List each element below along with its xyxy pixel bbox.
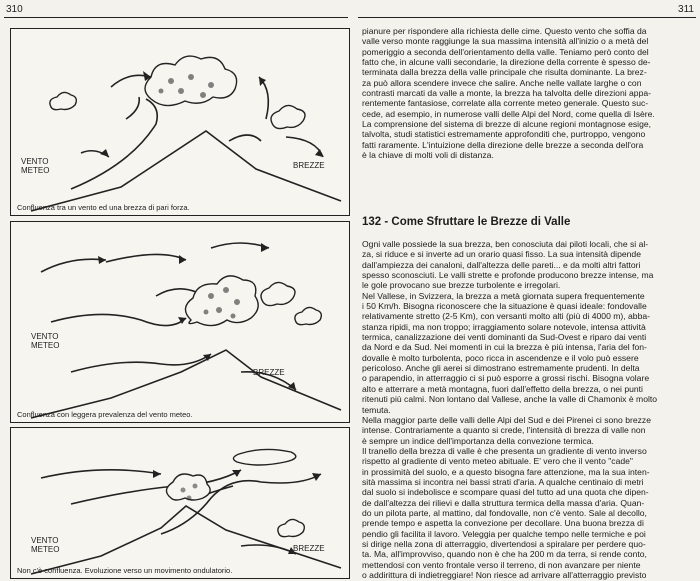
text-line: fatto che, in alcune valli secondarie, la direzione della corrente è spesso de-: [362, 57, 651, 68]
text-line: pendio gli facilita il lavoro. Veleggia per qualche tempo nelle termiche e poi: [362, 528, 646, 539]
figure-1: [10, 28, 350, 216]
text-line: rentemente fantasiose, correlate alla corrente meteo generale. Questo suc-: [362, 98, 649, 109]
brezze-label: BREZZE: [293, 161, 325, 170]
text-line: spesso sconosciuti. Le valli strette e profonde producono brezze intense, ma: [362, 270, 654, 281]
cloud-1: [185, 276, 258, 326]
figure-2-drawing: [11, 222, 349, 422]
wind-curve: [71, 99, 157, 189]
text-line: La comprensione del sistema di brezze di alcune regioni montagnose esige,: [362, 119, 652, 130]
top-rule-left: [4, 17, 348, 18]
cloud-3: [295, 307, 321, 324]
text-line: Nel Vallese, in Svizzera, la brezza a metà giornata supera frequentemente: [362, 290, 645, 301]
text-line: valle verso monte raggiunge la sua massima intensità all'inizio o a metà del: [362, 36, 649, 47]
text-line: za può allora scendere invece che salire. Anche nelle vallate larghe o con: [362, 77, 642, 88]
text-line: alto e atterrare a metà montagna, fuori dall'effetto della brezza, o nei punti: [362, 383, 643, 394]
vento-meteo-label: VENTO METEO: [31, 332, 60, 350]
figure-2-caption: Confluenza con leggera prevalenza del vento meteo.: [17, 410, 193, 419]
text-line: ta. Ma, all'improvviso, quando non è che ha 200 m da terra, si rende conto,: [362, 549, 647, 560]
text-line: ritenuti più calmi. Non lontano dal Vallese, anche la valle di Chamonix è molto: [362, 394, 658, 405]
text-line: cede, ad esempio, in numerose valli delle Alpi del Nord, come quella di Isère.: [362, 108, 655, 119]
text-line: rispetto al gradiente di vento meteo abituale. E' vero che il vento "cade": [362, 456, 633, 467]
figure-1-drawing: [11, 29, 349, 215]
text-line: Ogni valle possiede la sua brezza, ben conosciuta dai piloti locali, che si al-: [362, 239, 649, 249]
text-line: le gole provocano sue brezze turbolente e irregolari.: [362, 280, 561, 291]
text-line: in prossimità del suolo, e a questo bisogna fare attenzione, ma la sua inten-: [362, 466, 650, 477]
text-line: de dall'altezza dei rilievi e dalla struttura termica della massa d'aria. Quan-: [362, 497, 645, 508]
cloud-3: [50, 92, 76, 109]
vento-meteo-label: VENTO METEO: [31, 536, 60, 554]
cloud-2: [271, 105, 305, 128]
page-number-left: 310: [6, 4, 23, 15]
text-line: dovalle è molto turbolenta, poco ricca in ascendenze e il volo può essere: [362, 352, 639, 363]
cloud-2: [278, 519, 304, 536]
figure-1-caption: Confluenza tra un vento ed una brezza di pari forza.: [17, 203, 190, 212]
cloud-2: [261, 282, 295, 305]
section-title: 132 - Come Sfruttare le Brezze di Valle: [362, 216, 571, 228]
brezze-label: BREZZE: [253, 368, 285, 377]
text-line: temuta.: [362, 404, 391, 415]
lenticular-cloud: [233, 449, 295, 465]
vento-meteo-label: VENTO METEO: [21, 157, 50, 175]
text-line: dal suolo si indebolisce e scompare quasi del tutto ad una quota che dipen-: [362, 487, 649, 498]
brezze-label: BREZZE: [293, 544, 325, 553]
text-line: mettendosi con vento frontale verso il terreno, di non avanzare per niente: [362, 559, 641, 570]
text-line: fatti raramente. L'intuizione della direzione delle brezze a seconda dell'ora: [362, 139, 644, 150]
intro-paragraph: [362, 26, 692, 160]
text-line: i 50 Km/h. Bisogna riconoscere che la situazione è quasi ideale: fondovalle: [362, 301, 647, 312]
figure-2: [10, 221, 350, 423]
mountain: [31, 131, 341, 211]
text-line: intense. Contrariamente a quanto si crede, l'intensità di brezza di valle non: [362, 425, 646, 436]
mountain: [31, 506, 341, 574]
text-line: pianure per rispondere alla richiesta delle cime. Questo vento che soffia da: [362, 26, 647, 36]
text-line: o addirittura di indietreggiare! Non riesce ad arrivare all'atterraggio previsto: [362, 570, 647, 580]
text-line: è la chiave di molti voli di distanza.: [362, 150, 494, 161]
text-line: termica, canalizzazione dei venti dominanti da Sud-Ovest e riparo dai venti: [362, 332, 647, 343]
text-line: terminata dalla brezza della valle principale che risulta dominante. La brez-: [362, 67, 647, 78]
body-text: [362, 239, 692, 580]
text-line: stanza ripidi, ma non troppo; irraggiamento solare notevole, intensa attività: [362, 321, 646, 332]
text-line: Il tranello della brezza di valle è che presenta un gradiente di vento inverso: [362, 445, 647, 456]
cloud-1: [145, 56, 237, 105]
text-line: sità massima si incontra nei bassi strati d'aria. A qualche centinaio di metri: [362, 476, 644, 487]
page-number-right: 311: [678, 4, 694, 15]
text-line: si dirige nella zona di atterraggio, divertendosi a spiralare per perdere quo-: [362, 538, 646, 549]
text-line: o parapendio, in atterraggio ci si può esporre a grossi rischi. Bisogna volare: [362, 373, 650, 384]
text-line: pomeriggio a seconda dell'orientamento della valle. Teniamo però conto del: [362, 46, 649, 57]
text-line: contrasti marcati da valle a monte, la brezza ha talvolta delle direzioni appa-: [362, 88, 651, 99]
text-line: prende tempo e aspetta la convezione per decollare. Una buona brezza di: [362, 518, 644, 529]
text-line: è sempre un indice dell'importanza della convezione termica.: [362, 435, 594, 446]
text-line: dall'ampiezza dei canaloni, dall'altezza delle pareti... e da molti altri fattori: [362, 259, 641, 270]
text-line: do un pilota parte, al mattino, dal fondovalle, non c'è vento. Sale al decollo,: [362, 507, 647, 518]
text-line: da Nord e da Sud. Nei momenti in cui la brezza è più intensa, l'aria del fon-: [362, 342, 647, 353]
text-line: relativamente stretto (2-5 Km), con versanti molto alti (più di 4000 m), abba-: [362, 311, 651, 322]
figure-3: [10, 427, 350, 579]
figure-3-caption: Non c'è confluenza. Evoluzione verso un movimento ondulatorio.: [17, 566, 233, 575]
top-rule-right: [358, 17, 696, 18]
text-line: Nella maggior parte delle valli delle Alpi del Sud e dei Pirenei ci sono brezze: [362, 414, 652, 425]
text-line: pericoloso. Anche gli aerei si dimostrano estremamente prudenti. In delta: [362, 363, 640, 374]
figure-3-drawing: [11, 428, 349, 578]
text-line: za, si riduce e si inverte ad un orario quasi fisso. La sua intensità dipende: [362, 249, 641, 260]
text-line: talvolta, studi statistici estremamente approfonditi che, purtroppo, vengono: [362, 129, 646, 140]
